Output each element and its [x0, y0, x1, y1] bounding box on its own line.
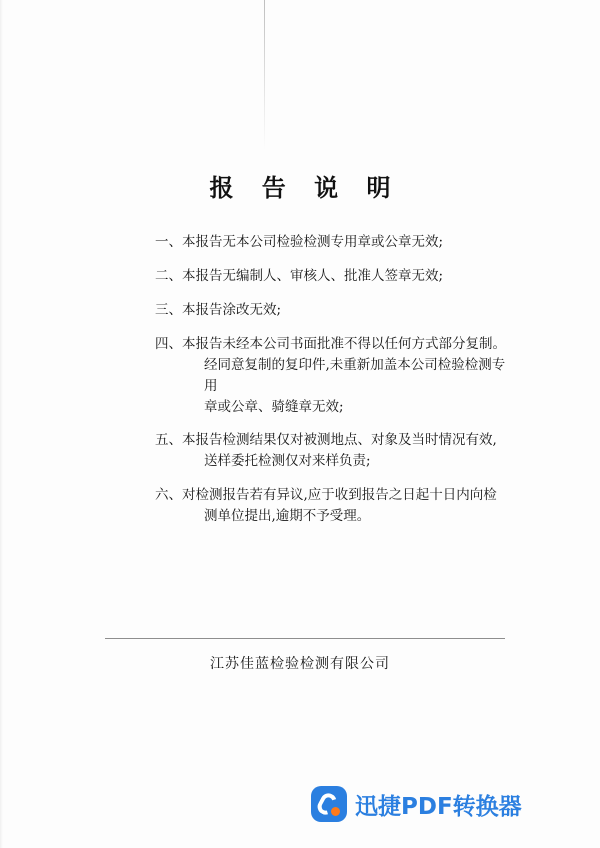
clause-line: 本报告无编制人、审核人、批准人签章无效; — [182, 267, 444, 284]
clause-number: 四、 — [155, 335, 182, 352]
clause-number: 二、 — [155, 267, 182, 284]
clause-line: 送样委托检测仅对来样负责; — [204, 453, 371, 470]
clause-text — [182, 266, 515, 287]
clause-line: 本报告未经本公司书面批准不得以任何方式部分复制。 — [182, 335, 506, 352]
clause-text — [182, 485, 515, 527]
clause-line: 经同意复制的复印件,未重新加盖本公司检验检测专用 — [204, 356, 506, 394]
clause-line: 本报告检测结果仅对被测地点、对象及当时情况有效, — [182, 432, 497, 449]
clause-line: 本报告无本公司检验检测专用章或公章无效; — [182, 234, 444, 250]
clause-text — [182, 300, 515, 321]
clause-line: 章或公章、骑缝章无效; — [204, 398, 344, 415]
scan-artifact-line — [264, 0, 265, 150]
clause-text — [182, 430, 515, 472]
watermark-label: 迅捷PDF转换器 — [355, 793, 522, 820]
clause-list — [155, 232, 515, 540]
footer-divider — [105, 638, 505, 639]
clause-item — [155, 334, 515, 418]
company-name: 江苏佳蓝检验检测有限公司 — [210, 656, 390, 672]
clause-item — [155, 266, 515, 287]
watermark — [311, 786, 522, 822]
page-title: 报 告 说 明 — [209, 173, 401, 202]
clause-number: 三、 — [155, 301, 182, 318]
clause-number: 六、 — [155, 487, 182, 504]
clause-number: 五、 — [155, 432, 182, 449]
clause-item — [155, 430, 515, 472]
clause-line: 测单位提出,逾期不予受理。 — [204, 508, 371, 525]
clause-number: 一、 — [155, 234, 182, 250]
clause-text — [182, 232, 515, 253]
clause-text — [182, 334, 515, 418]
clause-item — [155, 232, 515, 253]
clause-item — [155, 300, 515, 321]
clause-line: 对检测报告若有异议,应于收到报告之日起十日内向检 — [182, 487, 497, 504]
pdf-converter-logo-icon — [311, 786, 347, 822]
clause-item — [155, 485, 515, 527]
scan-edge-shadow — [0, 0, 3, 848]
clause-line: 本报告涂改无效; — [182, 301, 282, 318]
